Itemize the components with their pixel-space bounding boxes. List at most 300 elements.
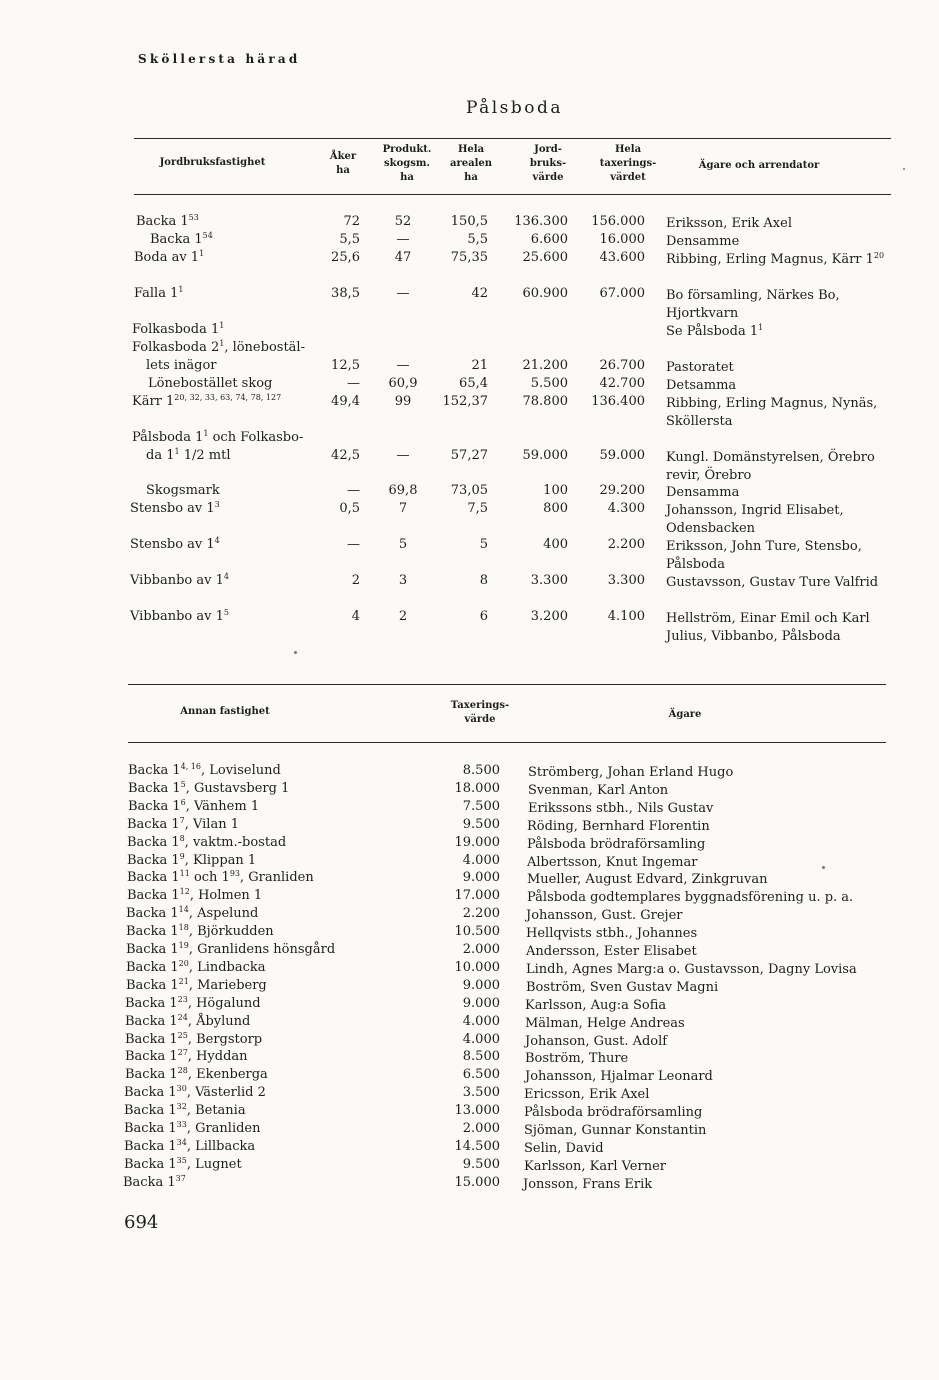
owner-name: Johansson, Gust. Grejer — [526, 908, 683, 924]
owner-name: Andersson, Ester Elisabet — [526, 944, 697, 959]
property-name — [127, 887, 262, 905]
property-sup: 1 — [199, 249, 205, 258]
areal-value: 65,4 — [459, 376, 488, 391]
col-head-skog: Produkt. skogsm. ha — [382, 144, 432, 183]
property-name-rest: , Hyddan — [187, 1049, 248, 1065]
areal-value: 150,5 — [450, 214, 488, 229]
property-name-text: Pålsboda 1 — [132, 430, 204, 445]
owner-name: Pålsboda brödraförsamling — [527, 836, 706, 852]
jord-value: 136.300 — [514, 214, 568, 229]
property-name — [123, 1174, 186, 1192]
owner-name — [666, 233, 894, 251]
property-sup: 25 — [177, 1030, 188, 1040]
col-head-owner: Ägare och arrendator — [698, 160, 820, 171]
property-sup: 1 — [219, 321, 225, 330]
property-sup: 28 — [177, 1066, 188, 1076]
property-sup: 5 — [223, 608, 229, 617]
property-name-rest: , Marieberg — [188, 977, 267, 993]
owner-name: Mälman, Helge Andreas — [525, 1015, 685, 1031]
property-name — [124, 1084, 266, 1102]
tax-value: 16.000 — [599, 232, 645, 247]
property-name — [126, 959, 266, 977]
taxation-value: 9.500 — [462, 1156, 500, 1172]
table2-top-rule — [128, 684, 886, 685]
property-name-rest: , Aspelund — [188, 906, 259, 922]
property-sup: 5 — [180, 779, 186, 789]
aker-value: 4 — [351, 609, 360, 624]
owner-text: Johansson, Ingrid Elisabet, Odensbacken — [666, 503, 844, 536]
owner-text: Detsamma — [666, 378, 737, 393]
property-name — [125, 1013, 250, 1031]
owner-name: Karlsson, Aug:a Sofia — [525, 997, 667, 1013]
property-name-text: Backa 1 — [127, 888, 180, 904]
aker-value: 0,5 — [339, 501, 360, 516]
property-sup: 14 — [178, 905, 189, 915]
property-name-text: Backa 1 — [124, 1121, 177, 1136]
owner-name: Strömberg, Johan Erland Hugo — [528, 765, 734, 780]
owner-text: Eriksson, Erik Axel — [666, 216, 792, 231]
areal-value: 5 — [479, 537, 488, 552]
taxation-value: 13.000 — [454, 1103, 500, 1119]
col-head-jordvarde: Jord- bruks- värde — [529, 144, 567, 183]
property-sup: 21 — [178, 976, 189, 986]
property-name — [124, 1138, 255, 1156]
property-name — [127, 869, 314, 887]
property-name-rest: , Klippan 1 — [184, 852, 257, 868]
taxation-value: 10.000 — [454, 959, 500, 975]
owner-name — [666, 538, 894, 574]
property-name-text: Backa 1 — [123, 1174, 176, 1190]
aker-value: 25,6 — [331, 250, 360, 265]
col2-head-value: Taxerings- värde — [450, 700, 510, 725]
tax-value: 43.600 — [599, 250, 645, 265]
areal-value: 75,35 — [450, 250, 488, 265]
property-sup: 27 — [177, 1048, 188, 1058]
col2-head-property: Annan fastighet — [180, 706, 270, 717]
property-sup: 54 — [202, 231, 213, 240]
tax-value: 3.300 — [607, 573, 645, 588]
areal-value: 7,5 — [467, 501, 488, 516]
skog-value: 47 — [394, 250, 412, 265]
areal-value: 57,27 — [450, 448, 488, 463]
owner-name — [666, 484, 894, 502]
taxation-value: 4.000 — [462, 1031, 500, 1047]
jord-value: 21.200 — [522, 358, 568, 373]
tax-value: 26.700 — [599, 358, 645, 373]
property-name-rest2: , Granliden — [240, 870, 314, 886]
areal-value: 6 — [479, 609, 488, 624]
property-sup: 9 — [179, 851, 185, 861]
owner-name: Pålsboda godtemplares byggnadsförening u. p. a. — [527, 890, 854, 906]
owner-name — [666, 502, 894, 538]
speck — [903, 168, 905, 170]
property-name-text: Backa 1 — [126, 942, 179, 957]
property-name — [126, 905, 258, 923]
col2-head-owner: Ägare — [668, 709, 702, 720]
property-name — [125, 1048, 248, 1066]
property-sup: 1 — [178, 285, 184, 294]
property-name-rest: , Lugnet — [186, 1156, 242, 1172]
owner-name: Ericsson, Erik Axel — [524, 1087, 650, 1103]
areal-value: 5,5 — [467, 232, 488, 247]
property-sup: 37 — [175, 1173, 186, 1183]
property-name-text: Lönebostället skog — [148, 376, 273, 391]
property-name — [132, 339, 305, 357]
property-name — [125, 1066, 268, 1084]
property-sup: 1 — [203, 429, 209, 438]
property-name-rest: , Ekenberga — [187, 1067, 268, 1083]
tax-value: 67.000 — [599, 286, 645, 301]
property-name-rest: , vaktm.-bostad — [184, 834, 287, 850]
property-sup: 53 — [188, 213, 199, 222]
property-name-text: Backa 1 — [150, 232, 203, 247]
property-name — [130, 500, 220, 518]
property-sup: 23 — [177, 994, 188, 1004]
property-name-text: Backa 1 — [124, 1138, 177, 1154]
owner-name: Selin, David — [524, 1140, 604, 1156]
property-sup: 12 — [179, 887, 190, 897]
owner-name — [666, 395, 894, 431]
owner-text: Densamme — [666, 234, 740, 249]
property-sup: 32 — [176, 1102, 187, 1112]
col-head-areal: Hela arealen ha — [449, 144, 493, 183]
property-name-text: Vibbanbo av 1 — [130, 609, 224, 624]
property-name — [136, 213, 199, 231]
property-name-rest: , Gustavsberg 1 — [185, 780, 290, 796]
owner-name — [666, 215, 894, 233]
owner-name: Boström, Sven Gustav Magni — [526, 979, 719, 995]
aker-value: — — [347, 537, 360, 552]
owner-sup: 1 — [758, 323, 764, 332]
property-sup: 20 — [178, 958, 189, 968]
property-sup: 1 — [219, 339, 225, 348]
col-head-property: Jordbruksfastighet — [159, 157, 266, 168]
skog-value: — — [396, 448, 410, 463]
property-name — [150, 231, 213, 249]
property-sup: 24 — [177, 1012, 188, 1022]
table1-header-rule — [134, 194, 891, 195]
property-sup: 18 — [178, 923, 189, 933]
owner-name — [666, 251, 894, 269]
property-name — [132, 429, 303, 447]
property-name-text: Backa 1 — [124, 1103, 177, 1119]
property-name — [130, 572, 229, 590]
property-name-text: Backa 1 — [125, 1067, 178, 1083]
tax-value: 59.000 — [599, 448, 645, 463]
owner-name — [666, 377, 894, 395]
property-name-text: Backa 1 — [125, 995, 178, 1011]
property-sup: 20, 32, 33, 63, 74, 78, 127 — [174, 393, 282, 402]
property-name-rest: och 1 — [189, 870, 230, 886]
property-name — [132, 393, 281, 411]
property-name-text: Stensbo av 1 — [130, 501, 215, 516]
owner-name — [666, 323, 894, 341]
table1-top-rule — [134, 138, 891, 139]
property-name — [125, 995, 261, 1013]
jord-value: 5.500 — [530, 376, 568, 391]
property-name-text: Backa 1 — [127, 834, 180, 850]
property-sup: 4, 16 — [180, 762, 201, 771]
property-sup: 11 — [179, 869, 190, 879]
owner-name: Sjöman, Gunnar Konstantin — [524, 1123, 707, 1138]
aker-value: — — [347, 483, 360, 498]
property-name-text: Backa 1 — [126, 959, 179, 975]
owner-name: Hellqvists stbh., Johannes — [526, 926, 698, 942]
owner-name: Röding, Bernhard Florentin — [527, 818, 710, 834]
property-sup: 8 — [179, 833, 185, 843]
property-name-rest: och Folkasbo- — [208, 430, 304, 445]
owner-text: Eriksson, John Ture, Stensbo, Pålsboda — [666, 539, 862, 572]
taxation-value: 9.000 — [462, 870, 500, 886]
owner-name — [666, 449, 894, 485]
property-name-text: Backa 1 — [126, 924, 179, 940]
taxation-value: 8.500 — [462, 1049, 500, 1065]
property-name-rest: , Vilan 1 — [184, 816, 239, 832]
property-name-rest: , Västerlid 2 — [186, 1085, 266, 1101]
property-name-rest: , Granlidens hönsgård — [188, 942, 336, 957]
property-name — [132, 321, 224, 339]
taxation-value: 8.500 — [462, 763, 500, 778]
property-name-rest: , lönebostäl- — [224, 340, 305, 355]
taxation-value: 4.000 — [462, 1013, 500, 1029]
property-name — [125, 1031, 262, 1049]
property-name — [127, 816, 239, 834]
property-line2-rest: 1/2 mtl — [179, 448, 231, 463]
taxation-value: 15.000 — [454, 1174, 500, 1190]
taxation-value: 9.000 — [462, 977, 500, 993]
areal-value: 152,37 — [442, 394, 488, 409]
property-name — [126, 941, 335, 959]
property-name-rest: , Björkudden — [188, 924, 274, 940]
areal-value: 8 — [479, 573, 488, 588]
owner-name: Boström, Thure — [525, 1051, 629, 1067]
tax-value: 136.400 — [591, 394, 645, 409]
page-number: 694 — [124, 1212, 159, 1233]
taxation-value: 18.000 — [454, 780, 500, 796]
property-name-text: Skogsmark — [146, 483, 220, 498]
taxation-value: 9.000 — [462, 995, 500, 1011]
tax-value: 42.700 — [599, 376, 645, 391]
taxation-value: 3.500 — [462, 1085, 500, 1101]
owner-name — [666, 574, 894, 592]
tax-value: 29.200 — [599, 483, 645, 498]
owner-name: Lindh, Agnes Marg:a o. Gustavsson, Dagny Lovisa — [526, 961, 857, 977]
property-name-text: Backa 1 — [127, 870, 180, 886]
speck — [294, 651, 297, 654]
property-sup: 6 — [180, 797, 186, 807]
property-sup: 4 — [223, 572, 229, 581]
jord-value: 60.900 — [522, 286, 568, 301]
property-name — [127, 834, 286, 852]
taxation-value: 2.000 — [462, 1121, 500, 1136]
owner-name — [666, 359, 894, 377]
aker-value: 38,5 — [331, 286, 360, 301]
owner-text: Gustavsson, Gustav Ture Valfrid — [666, 575, 879, 590]
property-name-text: Backa 1 — [124, 1085, 177, 1101]
property-name-rest: , Holmen 1 — [189, 888, 263, 904]
taxation-value: 9.500 — [462, 816, 500, 832]
table2-header-rule — [128, 742, 886, 743]
property-sup: 19 — [178, 941, 189, 950]
property-name — [134, 249, 204, 267]
property-name — [130, 536, 220, 554]
aker-value: 72 — [343, 214, 360, 229]
jord-value: 25.600 — [522, 250, 568, 265]
property-sup: 35 — [176, 1155, 187, 1165]
property-name-rest: , Högalund — [187, 995, 261, 1011]
skog-value: — — [396, 358, 410, 373]
owner-name: Johanson, Gust. Adolf — [525, 1033, 668, 1049]
property-name-text: Boda av 1 — [134, 250, 200, 265]
owner-text: Kungl. Domänstyrelsen, Örebro revir, Örebro — [666, 450, 875, 483]
property-line2-sup: 1 — [174, 447, 180, 456]
aker-value: 2 — [351, 573, 360, 588]
owner-text: Ribbing, Erling Magnus, Nynäs, Sköllersta — [666, 396, 878, 429]
property-name-rest: , Åbylund — [187, 1013, 251, 1029]
owner-text: Se Pålsboda 1 — [666, 324, 759, 339]
page-title: Pålsboda — [465, 98, 564, 118]
property-sup: 34 — [176, 1137, 187, 1147]
jord-value: 100 — [543, 483, 568, 498]
jord-value: 3.300 — [530, 573, 568, 588]
taxation-value: 19.000 — [454, 834, 500, 850]
property-name — [146, 482, 220, 500]
owner-name: Svenman, Karl Anton — [528, 782, 669, 798]
taxation-value: 4.000 — [462, 852, 500, 868]
areal-value: 73,05 — [450, 483, 488, 498]
property-name — [130, 608, 229, 626]
property-name-rest: , Vänhem 1 — [185, 798, 260, 814]
tax-value: 4.300 — [607, 501, 645, 516]
taxation-value: 6.500 — [462, 1067, 500, 1083]
taxation-value: 2.000 — [462, 942, 500, 957]
areal-value: 21 — [471, 358, 488, 373]
property-name-rest: , Lindbacka — [188, 959, 266, 975]
speck — [822, 866, 825, 869]
property-name — [128, 762, 281, 780]
property-name-line2 — [146, 447, 230, 465]
skog-value: — — [396, 286, 410, 301]
property-name-rest: , Betania — [186, 1103, 246, 1119]
region-header: Sköllersta härad — [138, 52, 301, 66]
tax-value: 2.200 — [607, 537, 645, 552]
property-name-text: Kärr 1 — [132, 394, 175, 409]
taxation-value: 17.000 — [454, 888, 500, 904]
property-name-text: Backa 1 — [127, 816, 180, 832]
owner-text: Pastoratet — [666, 360, 734, 375]
taxation-value: 14.500 — [454, 1138, 500, 1154]
property-name-text: Backa 1 — [128, 763, 181, 778]
owner-name: Karlsson, Karl Verner — [524, 1158, 666, 1174]
skog-value: 99 — [394, 394, 412, 409]
property-name-text: Folkasboda 2 — [132, 340, 220, 355]
property-sup: 7 — [179, 815, 185, 825]
property-name — [124, 1120, 261, 1138]
property-name-rest: , Granliden — [186, 1121, 261, 1136]
aker-value: 42,5 — [331, 448, 360, 463]
property-name-text: Backa 1 — [128, 780, 181, 796]
property-name-text: Backa 1 — [126, 906, 179, 922]
property-sup: 30 — [176, 1084, 187, 1094]
property-name — [124, 1102, 246, 1120]
property-name-text: Vibbanbo av 1 — [130, 573, 224, 588]
owner-text: Densamma — [666, 485, 740, 500]
property-name — [124, 1156, 242, 1174]
jord-value: 78.800 — [522, 394, 568, 409]
taxation-value: 10.500 — [454, 924, 500, 940]
property-name-rest: , Loviselund — [200, 763, 281, 778]
aker-value: — — [347, 376, 360, 391]
property-name-rest: , Bergstorp — [187, 1031, 263, 1047]
property-sup: 33 — [176, 1120, 187, 1129]
property-name-text: Stensbo av 1 — [130, 537, 215, 552]
property-sup2: 93 — [229, 869, 241, 879]
property-name-text: Backa 1 — [126, 977, 179, 993]
property-name-text: Backa 1 — [127, 852, 180, 868]
property-name — [126, 977, 267, 995]
skog-value: 60,9 — [388, 376, 418, 391]
owner-text: Hellström, Einar Emil och Karl Julius, Vibbanbo, Pålsboda — [666, 611, 870, 644]
jord-value: 3.200 — [530, 609, 568, 624]
jord-value: 6.600 — [530, 232, 568, 247]
property-name-text: Backa 1 — [136, 214, 189, 229]
tax-value: 156.000 — [591, 214, 645, 229]
property-name-text: Backa 1 — [125, 1049, 178, 1065]
property-name-text: Backa 1 — [125, 1013, 178, 1029]
skog-value: 5 — [398, 537, 408, 552]
property-name-text: Backa 1 — [128, 798, 181, 814]
property-name-text: Backa 1 — [125, 1031, 178, 1047]
property-name — [126, 923, 274, 941]
skog-value: 2 — [398, 609, 408, 624]
owner-name: Mueller, August Edvard, Zinkgruvan — [527, 872, 768, 888]
skog-value: 3 — [398, 573, 408, 588]
aker-value: 5,5 — [339, 232, 360, 247]
aker-value: 12,5 — [331, 358, 360, 373]
owner-name: Pålsboda brödraförsamling — [524, 1105, 703, 1121]
property-name — [128, 780, 289, 798]
property-name — [127, 852, 256, 870]
property-name-line2 — [146, 357, 217, 375]
property-sup: 3 — [214, 500, 220, 509]
skog-value: 52 — [394, 214, 412, 229]
jord-value: 800 — [543, 501, 568, 516]
owner-name: Johansson, Hjalmar Leonard — [525, 1069, 713, 1085]
property-name — [148, 375, 272, 393]
col-head-taxvarde: Hela taxerings- värdet — [599, 144, 657, 183]
owner-name — [666, 287, 894, 323]
property-line2-text: lets inägor — [146, 358, 217, 373]
skog-value: 7 — [398, 501, 408, 516]
jord-value: 400 — [543, 537, 568, 552]
owner-text: Ribbing, Erling Magnus, Kärr 1 — [666, 252, 874, 267]
areal-value: 42 — [471, 286, 488, 301]
owner-text: Bo församling, Närkes Bo, Hjortkvarn — [666, 288, 840, 321]
property-name — [134, 285, 183, 303]
taxation-value: 2.200 — [462, 906, 500, 922]
taxation-value: 7.500 — [462, 798, 500, 814]
property-name-text: Falla 1 — [134, 286, 179, 301]
owner-name — [666, 610, 894, 646]
property-name — [128, 798, 259, 816]
property-line2-text: da 1 — [146, 448, 175, 463]
tax-value: 4.100 — [607, 609, 645, 624]
skog-value: 69,8 — [388, 483, 418, 498]
property-name-rest: , Lillbacka — [186, 1138, 256, 1154]
col-head-aker: Åker ha — [329, 151, 357, 176]
owner-name: Erikssons stbh., Nils Gustav — [528, 800, 714, 816]
jord-value: 59.000 — [522, 448, 568, 463]
